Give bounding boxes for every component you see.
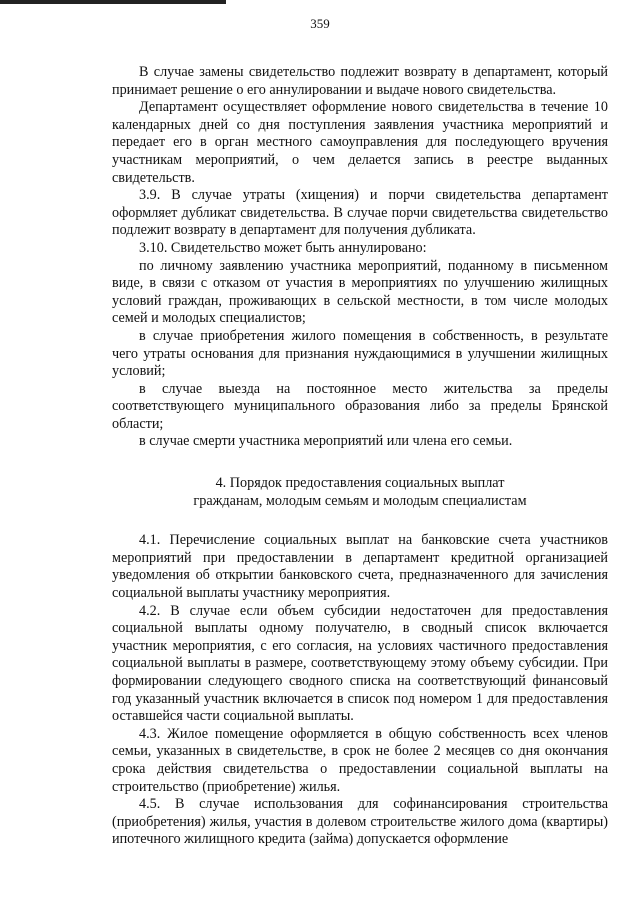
paragraph: 4.2. В случае если объем субсидии недостаточен для предоставления социальной выплаты одному получателю, в сводный список включается участник мероприятия, с его согласия, на условиях частичного предоставления социальной выплаты в размере, соответствующему этому объему субсидии. При формировании следующего сводного списка на соответствующий финансовый год указанный участник включается в список под номером 1 для предоставления оставшейся части социальной выплаты. (112, 602, 608, 725)
paragraph: В случае замены свидетельство подлежит возврату в департамент, который принимает решение о его аннулировании и выдаче нового свидетельства. (112, 64, 608, 98)
paragraph: 3.9. В случае утраты (хищения) и порчи свидетельства департамент оформляет дубликат свидетельства. В случае порчи свидетельства свидетельство подлежит возврату в департамент для получения дубликата. (112, 187, 608, 239)
paragraph: Департамент осуществляет оформление нового свидетельства в течение 10 календарных дней со дня поступления заявления участника мероприятий и передает его в орган местного самоуправления для последующего вручения участникам мероприятий, о чем делается запись в реестре выданных свидетельств. (112, 99, 608, 186)
section-heading (112, 475, 608, 510)
list-item: по личному заявлению участника мероприятий, поданному в письменном виде, в связи с отказом от участия в мероприятиях по улучшению жилищных условий граждан, проживающих в сельской местности, в том числе молодых семей и молодых специалистов; (112, 257, 608, 327)
page-number: 359 (310, 16, 330, 31)
top-scan-rule (0, 0, 226, 4)
list-item: в случае приобретения жилого помещения в собственность, в результате чего утраты основания для признания нуждающимися в улучшении жилищных условий; (112, 327, 608, 380)
list-item: в случае выезда на постоянное место жительства за пределы соответствующего муниципального образования либо за пределы Брянской области; (112, 380, 608, 432)
paragraph: 3.10. Свидетельство может быть аннулировано: (139, 239, 427, 256)
paragraph: 4.3. Жилое помещение оформляется в общую собственность всех членов семьи, указанных в свидетельстве, в срок не более 2 месяцев со дня окончания срока действия свидетельства о предоставлении социальной выплаты на строительство (приобретение) жилья. (112, 725, 608, 795)
paragraph: 4.5. В случае использования для софинансирования строительства (приобретения) жилья, участия в долевом строительстве жилого дома (квартиры) ипотечного жилищного кредита (займа) допускается оформление (112, 796, 608, 848)
section-heading-line: гражданам, молодым семьям и молодым специалистам (193, 492, 527, 509)
paragraph: 4.1. Перечисление социальных выплат на банковские счета участников мероприятий при предоставлении в департамент кредитной организацией уведомления об открытии банковского счета, предназначенного для зачисления социальной выплаты участнику мероприятия. (112, 532, 608, 602)
section-heading-line: 4. Порядок предоставления социальных выплат (215, 475, 505, 492)
list-item: в случае смерти участника мероприятий или члена его семьи. (139, 433, 513, 450)
document-body (112, 64, 608, 849)
